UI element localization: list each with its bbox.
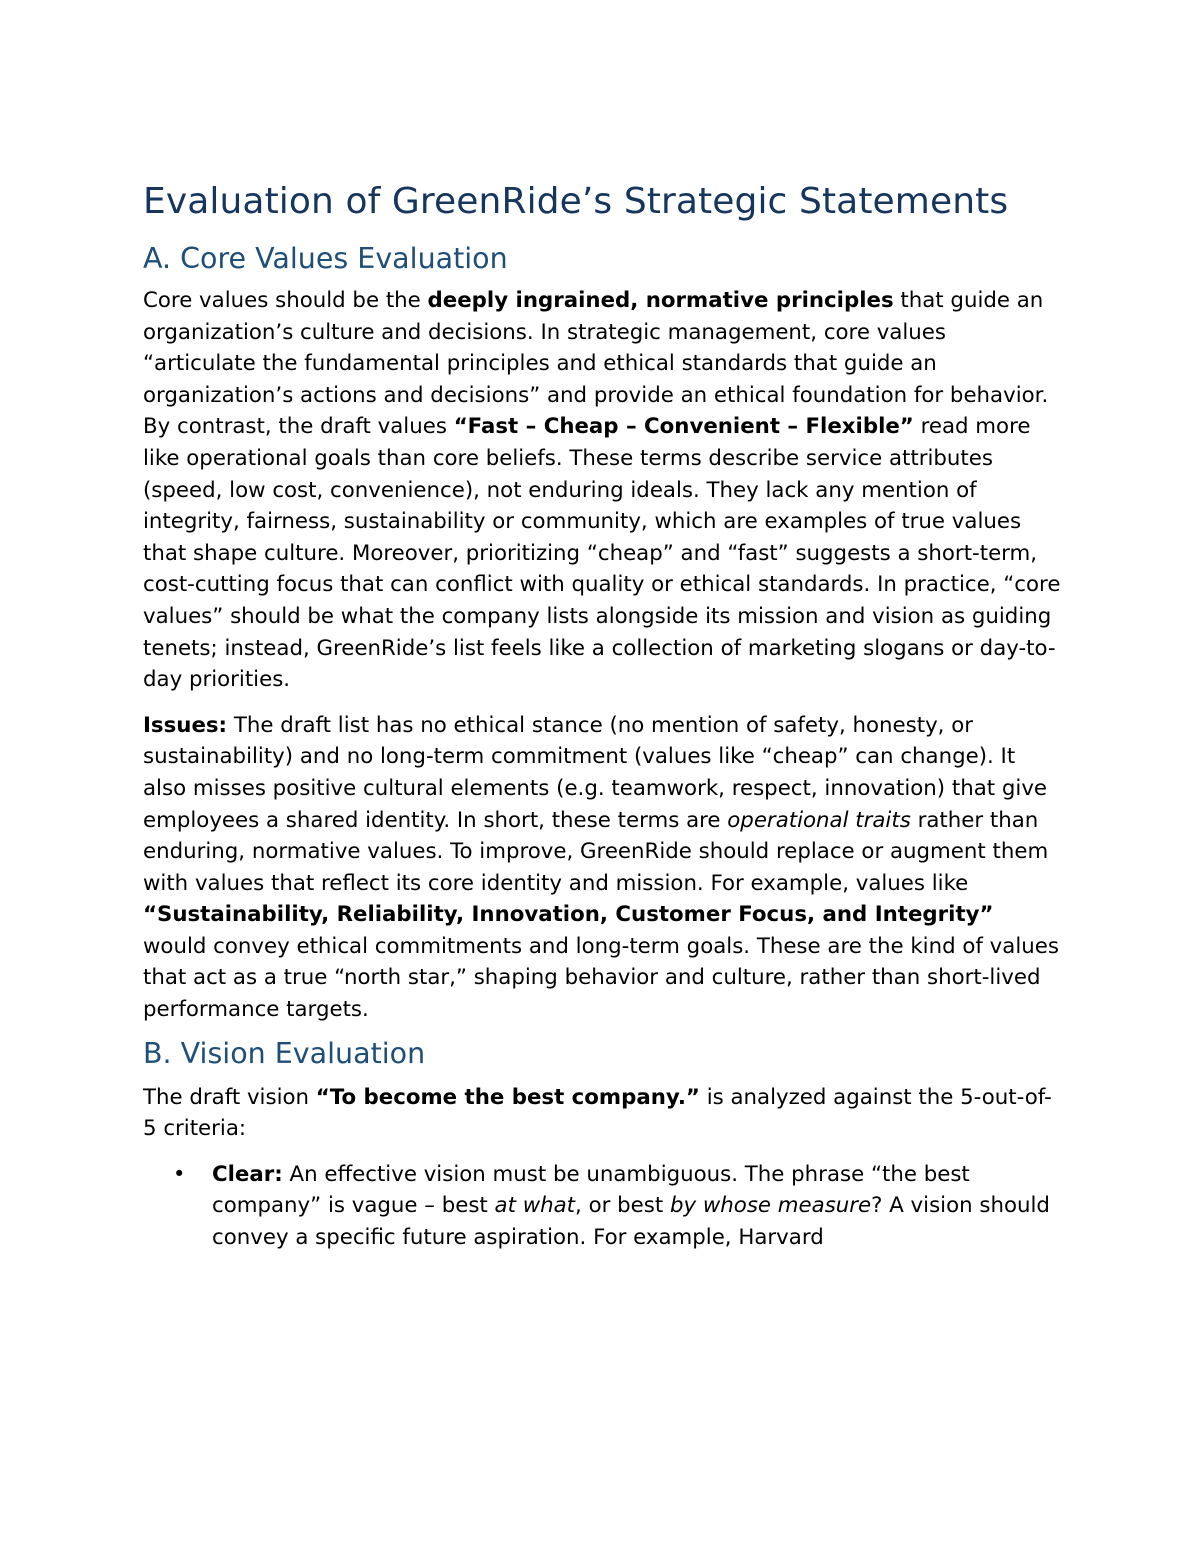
criterion-label: Clear: [212, 1161, 283, 1187]
text-run: The draft vision [143, 1084, 316, 1110]
italic-run: operational traits [727, 807, 911, 833]
list-item [143, 1159, 1063, 1254]
text-run: The draft list has no ethical stance (no mention of safety, honesty, or sustainability) and no long-term commitment (values like “cheap” can change). It also misses positive cultural elements (e.g. teamwork, respect, innovation) that give employees a shared identity. In short, these terms are [143, 712, 1048, 833]
text-run: read more like operational goals than core beliefs. These terms describe service attributes (speed, low cost, convenience), not enduring ideals. They lack any mention of integrity, fairness, sustainability or community, which are examples of true values that shape culture. Moreover, prioritizing “cheap” and “fast” suggests a short-term, cost-cutting focus that can conflict with quality or ethical standards. In practice, “core values” should be what the company lists alongside its mission and vision as guiding tenets; instead, GreenRide’s list feels like a collection of marketing slogans or day-to-day priorities. [143, 414, 1061, 693]
text-run: Core values should be the [143, 288, 428, 313]
italic-run: at what [494, 1193, 576, 1219]
vision-intro-paragraph [143, 1082, 1063, 1145]
core-values-paragraph [143, 285, 1063, 696]
bold-run: “Sustainability, Reliability, Innovation, Customer Focus, and Integrity” [143, 902, 994, 928]
bullet-icon: • [173, 1161, 186, 1186]
text-run: , or best [575, 1193, 670, 1219]
section-a-heading: A. Core Values Evaluation [143, 242, 508, 275]
text-run: would convey ethical commitments and long-term goals. These are the kind of values that act as a true “north star,” shaping behavior and culture, rather than short-lived performance targets. [143, 933, 1059, 1023]
bold-run: “To become the best company.” [315, 1084, 700, 1110]
document-page [143, 178, 1063, 1254]
text-run: that guide an organization’s culture and decisions. In strategic management, core values “articulate the fundamental principles and ethical standards that guide an organization’s actions and decisions” and provide an ethical foundation for behavior. By contrast, the draft values [143, 288, 1049, 440]
text-run: is analyzed against the 5-out-of-5 criteria: [143, 1084, 1052, 1142]
italic-run: by whose measure [669, 1193, 872, 1219]
criteria-list [143, 1159, 1063, 1254]
text-run: ? A vision should convey a specific future aspiration. For example, Harvard [212, 1193, 1050, 1251]
issues-label: Issues: [143, 712, 228, 738]
bold-run: “Fast – Cheap – Convenient – Flexible” [453, 414, 914, 440]
issues-paragraph [143, 710, 1063, 1026]
text-run: An effective vision must be unambiguous. The phrase “the best company” is vague – best [212, 1161, 970, 1219]
section-b-heading: B. Vision Evaluation [143, 1036, 426, 1070]
document-title: Evaluation of GreenRide’s Strategic Statements [143, 181, 1009, 222]
bold-run: deeply ingrained, normative principles [427, 288, 894, 313]
text-run: rather than enduring, normative values. To improve, GreenRide should replace or augment them with values that reflect its core identity and mission. For example, values like [143, 807, 1049, 896]
